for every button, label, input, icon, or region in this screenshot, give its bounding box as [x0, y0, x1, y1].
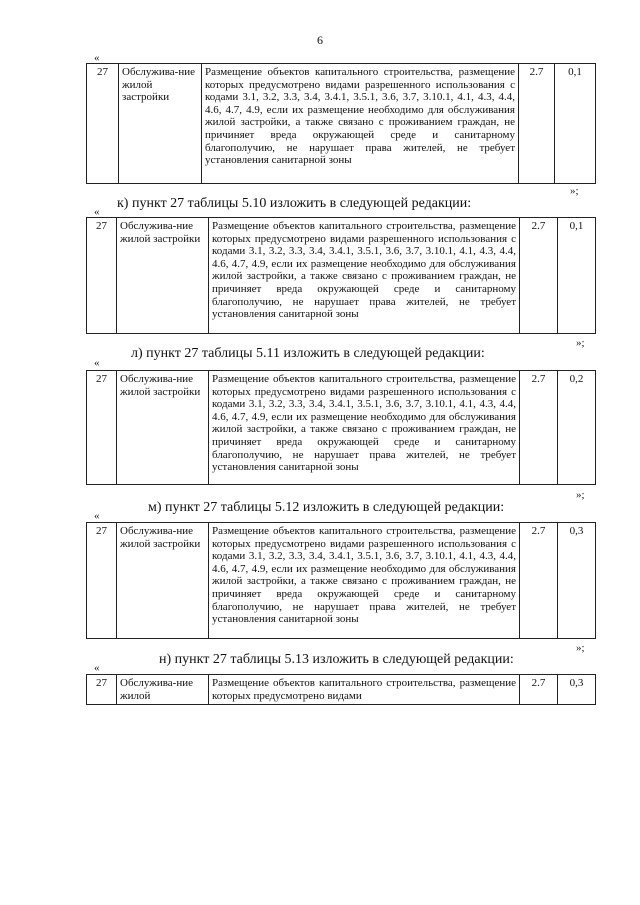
page-number: 6	[317, 33, 323, 47]
table-row	[86, 370, 596, 485]
table-row	[86, 217, 596, 334]
section-heading: м) пункт 27 таблицы 5.12 изложить в следующей редакции:	[148, 500, 505, 515]
row-value-1: 2.7	[519, 64, 555, 184]
table-row	[86, 522, 596, 639]
row-value-2: 0,1	[558, 218, 596, 334]
row-description: Размещение объектов капитального строительства, размещение которых предусмотрено видами разрешенного использования с кодами 3.1, 3.2, 3.3, 3.4, 3.4.1, 3.5.1, 3.6, 3.7, 3.10.1, 4.1, 4.3, 4.4, 4.6, 4.7, 4.9, если их размещение необходимо для обслуживания жилой застройки, а также связано с проживанием граждан, не причиняет вреда окружающей среде и санитарному благополучию, не нарушает права жителей, не требует установления санитарной зоны	[202, 64, 519, 184]
close-quote: »;	[570, 185, 579, 197]
row-value-2: 0,3	[558, 675, 596, 705]
close-quote: »;	[576, 642, 585, 654]
close-quote: »;	[576, 337, 585, 349]
open-quote: «	[94, 357, 100, 369]
row-description: Размещение объектов капитального строительства, размещение которых предусмотрено видами	[209, 675, 520, 705]
row-number: 27	[87, 64, 119, 184]
row-value-2: 0,2	[558, 371, 596, 485]
section-heading: к) пункт 27 таблицы 5.10 изложить в следующей редакции:	[117, 196, 472, 211]
row-value-2: 0,1	[555, 64, 596, 184]
row-value-1: 2.7	[520, 675, 558, 705]
row-description: Размещение объектов капитального строительства, размещение которых предусмотрено видами разрешенного использования с кодами 3.1, 3.2, 3.3, 3.4, 3.4.1, 3.5.1, 3.6, 3.7, 3.10.1, 4.1, 4.3, 4.4, 4.6, 4.7, 4.9, если их размещение необходимо для обслуживания жилой застройки, а также связано с проживанием граждан, не причиняет вреда окружающей среде и санитарному благополучию, не нарушает права жителей, не требует установления санитарной зоны	[209, 371, 520, 485]
row-value-1: 2.7	[520, 218, 558, 334]
open-quote: «	[94, 662, 100, 674]
section-heading: л) пункт 27 таблицы 5.11 изложить в следующей редакции:	[131, 346, 485, 361]
row-name: Обслужива-ние жилой застройки	[117, 218, 209, 334]
row-number: 27	[87, 218, 117, 334]
row-number: 27	[87, 371, 117, 485]
table-row	[86, 63, 596, 184]
open-quote: «	[94, 52, 100, 64]
open-quote: «	[94, 206, 100, 218]
open-quote: «	[94, 510, 100, 522]
row-value-1: 2.7	[520, 371, 558, 485]
row-number: 27	[87, 523, 117, 639]
row-name: Обслужива-ние жилой застройки	[117, 523, 209, 639]
table-row	[86, 674, 596, 705]
row-name: Обслужива-ние жилой	[117, 675, 209, 705]
row-value-1: 2.7	[520, 523, 558, 639]
row-number: 27	[87, 675, 117, 705]
row-name: Обслужива-ние жилой застройки	[117, 371, 209, 485]
row-value-2: 0,3	[558, 523, 596, 639]
close-quote: »;	[576, 489, 585, 501]
row-description: Размещение объектов капитального строительства, размещение которых предусмотрено видами разрешенного использования с кодами 3.1, 3.2, 3.3, 3.4, 3.4.1, 3.5.1, 3.6, 3.7, 3.10.1, 4.1, 4.3, 4.4, 4.6, 4.7, 4.9, если их размещение необходимо для обслуживания жилой застройки, а также связано с проживанием граждан, не причиняет вреда окружающей среде и санитарному благополучию, не нарушает права жителей, не требует установления санитарной зоны	[209, 523, 520, 639]
row-name: Обслужива-ние жилой застройки	[119, 64, 202, 184]
section-heading: н) пункт 27 таблицы 5.13 изложить в следующей редакции:	[159, 652, 514, 667]
row-description: Размещение объектов капитального строительства, размещение которых предусмотрено видами разрешенного использования с кодами 3.1, 3.2, 3.3, 3.4, 3.4.1, 3.5.1, 3.6, 3.7, 3.10.1, 4.1, 4.3, 4.4, 4.6, 4.7, 4.9, если их размещение необходимо для обслуживания жилой застройки, а также связано с проживанием граждан, не причиняет вреда окружающей среде и санитарному благополучию, не нарушает права жителей, не требует установления санитарной зоны	[209, 218, 520, 334]
